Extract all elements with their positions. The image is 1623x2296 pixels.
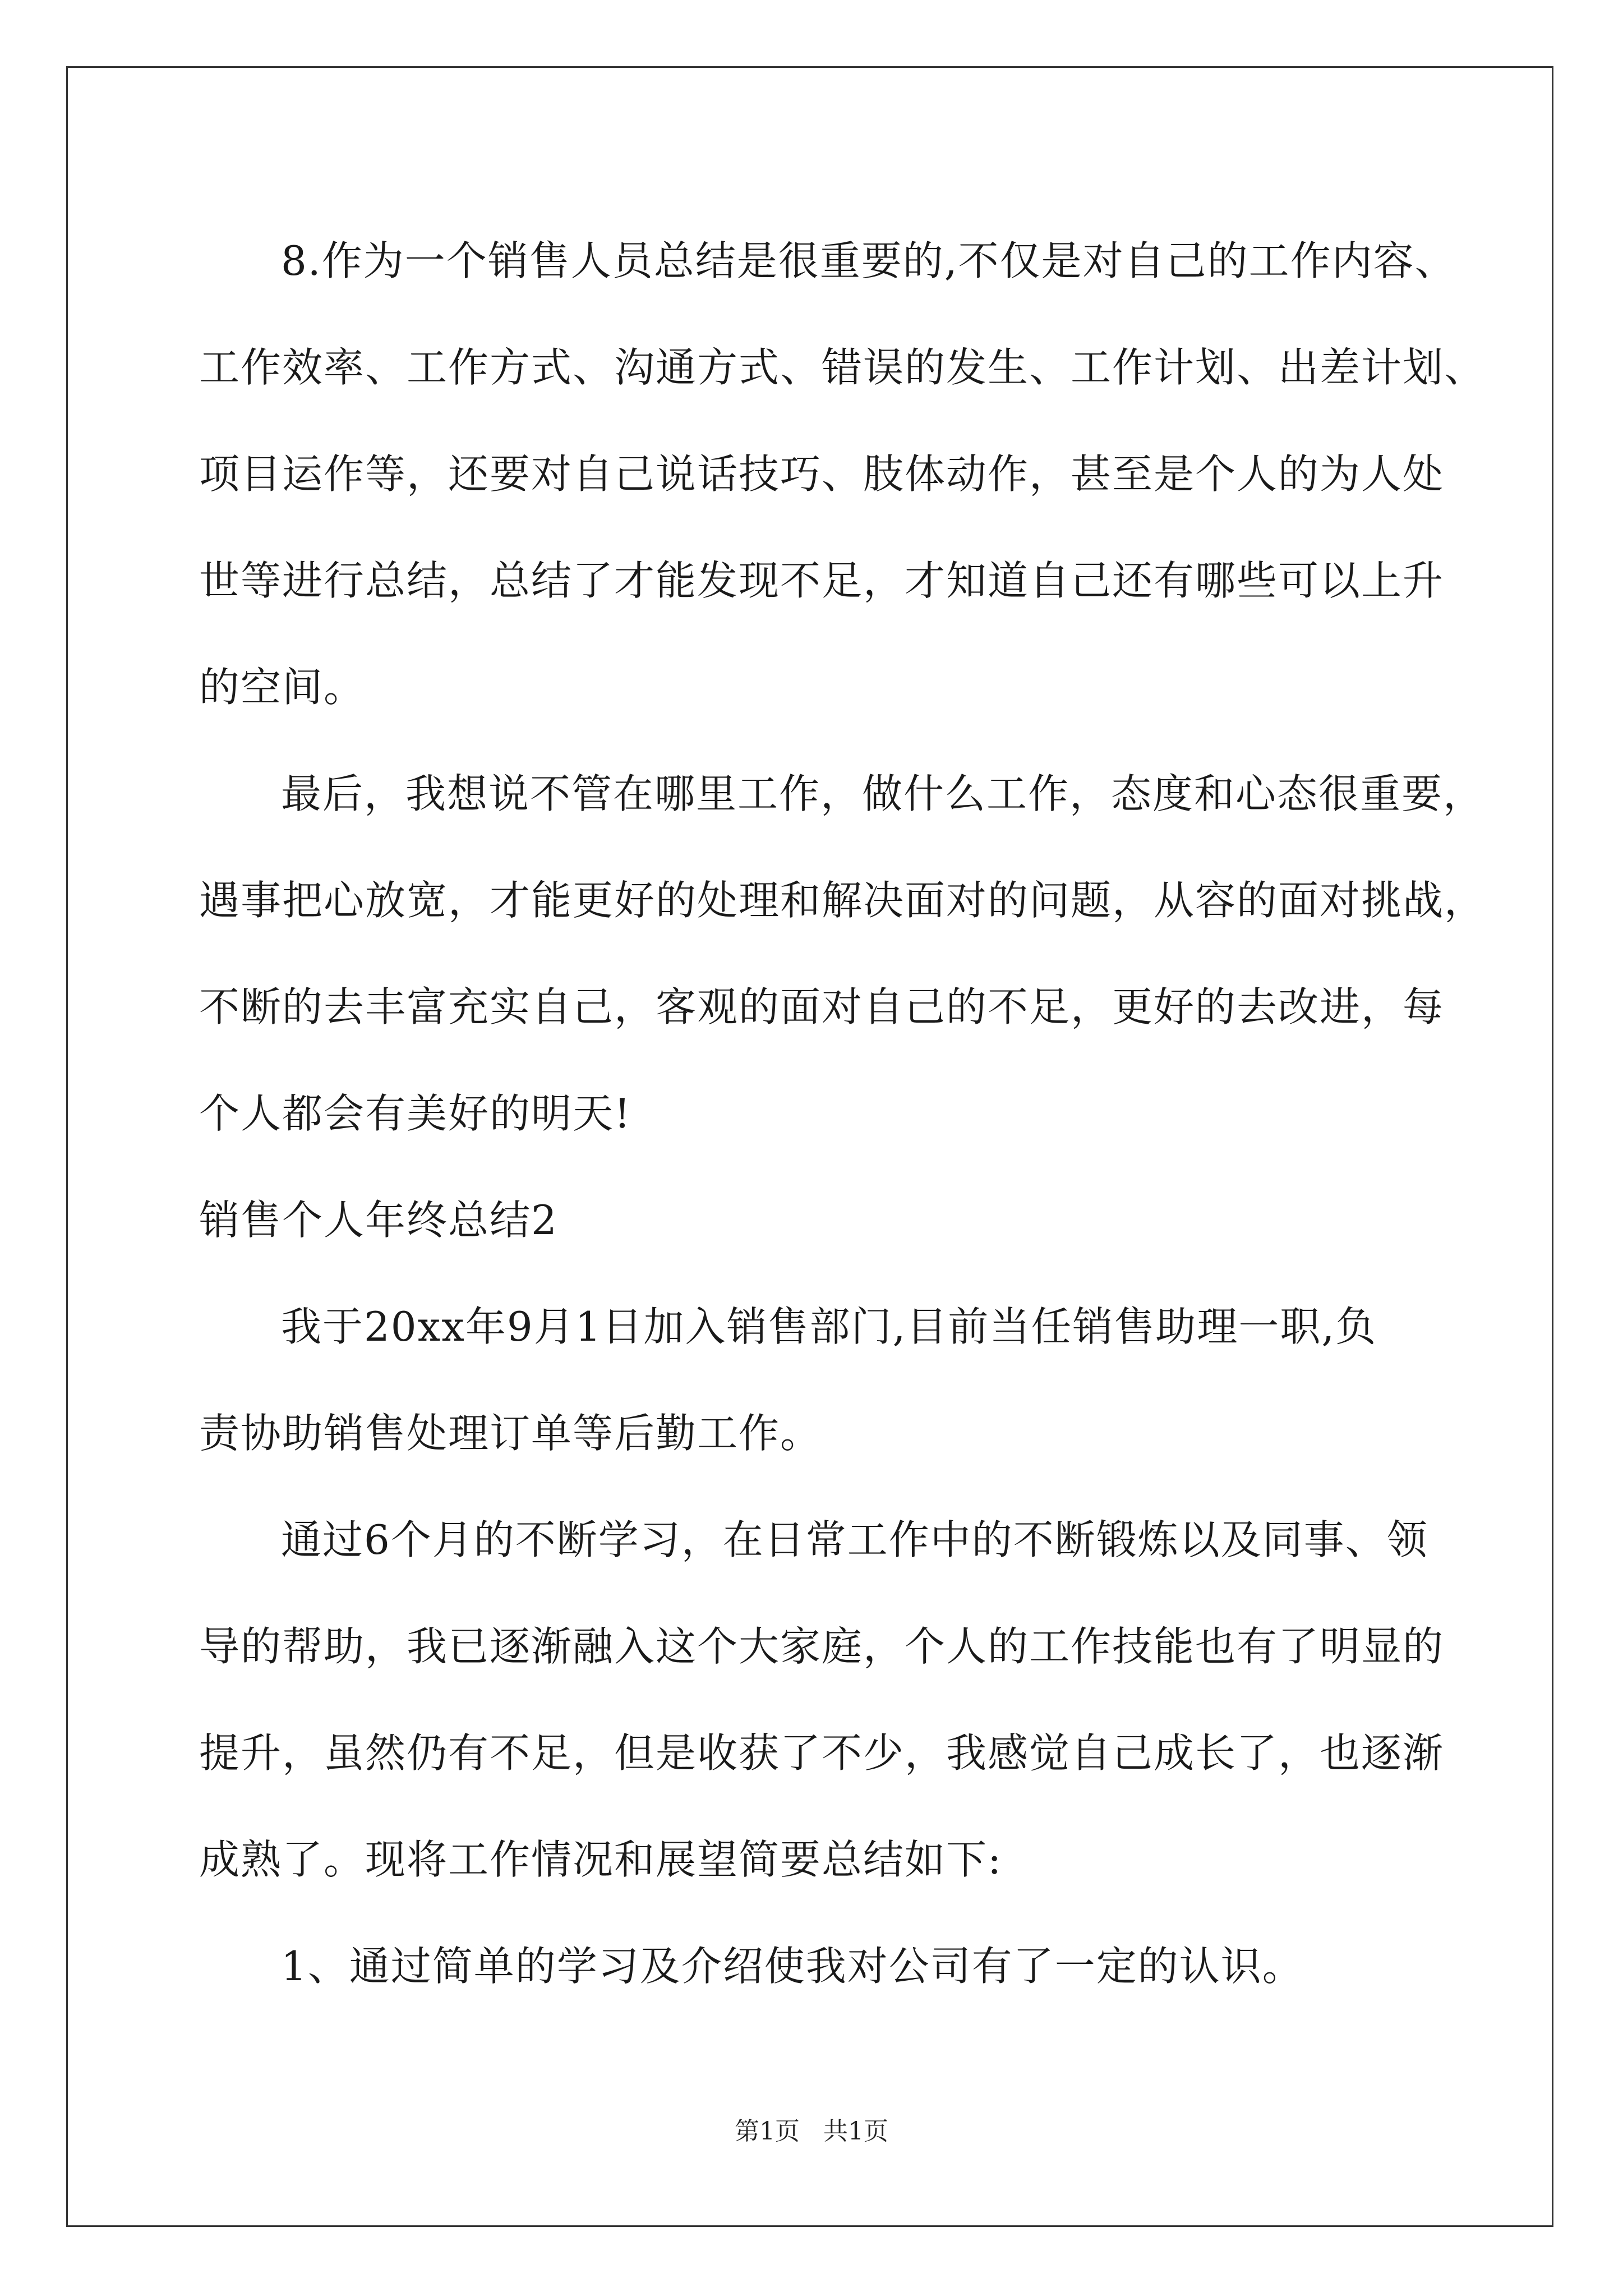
section-heading: 销售个人年终总结2	[199, 1197, 558, 1244]
text-line: 个人都会有美好的明天!	[199, 1090, 631, 1137]
text-line: 遇事把心放宽，才能更好的处理和解决面对的问题，从容的面对挑战，	[199, 877, 1486, 924]
text-line: 通过6个月的不断学习，在日常工作中的不断锻炼以及同事、领	[281, 1516, 1428, 1563]
text-line: 世等进行总结，总结了才能发现不足，才知道自己还有哪些可以上升	[199, 557, 1445, 604]
text-line: 1、通过简单的学习及介绍使我对公司有了一定的认识。	[281, 1943, 1304, 1990]
text-line: 的空间。	[199, 664, 366, 711]
text-line: 最后，我想说不管在哪里工作，做什么工作，态度和心态很重要，	[281, 770, 1485, 817]
text-line: 责协助销售处理订单等后勤工作。	[199, 1410, 822, 1457]
text-line: 导的帮助，我已逐渐融入这个大家庭，个人的工作技能也有了明显的	[199, 1623, 1445, 1670]
page-number: 第1页 共1页	[735, 2117, 888, 2146]
text-line: 成熟了。现将工作情况和展望简要总结如下:	[199, 1836, 1003, 1883]
text-line: 我于20xx年9月1日加入销售部门,目前当任销售助理一职,负	[281, 1303, 1377, 1350]
text-line: 工作效率、工作方式、沟通方式、错误的发生、工作计划、出差计划、	[199, 344, 1486, 391]
text-line: 8.作为一个销售人员总结是很重要的,不仅是对自己的工作内容、	[281, 237, 1456, 284]
text-line: 项目运作等，还要对自己说话技巧、肢体动作，甚至是个人的为人处	[199, 450, 1445, 498]
text-line: 不断的去丰富充实自己，客观的面对自己的不足，更好的去改进，每	[199, 983, 1445, 1030]
document-body	[199, 208, 1486, 2019]
text-line: 提升，虽然仍有不足，但是收获了不少，我感觉自己成长了，也逐渐	[199, 1729, 1445, 1777]
